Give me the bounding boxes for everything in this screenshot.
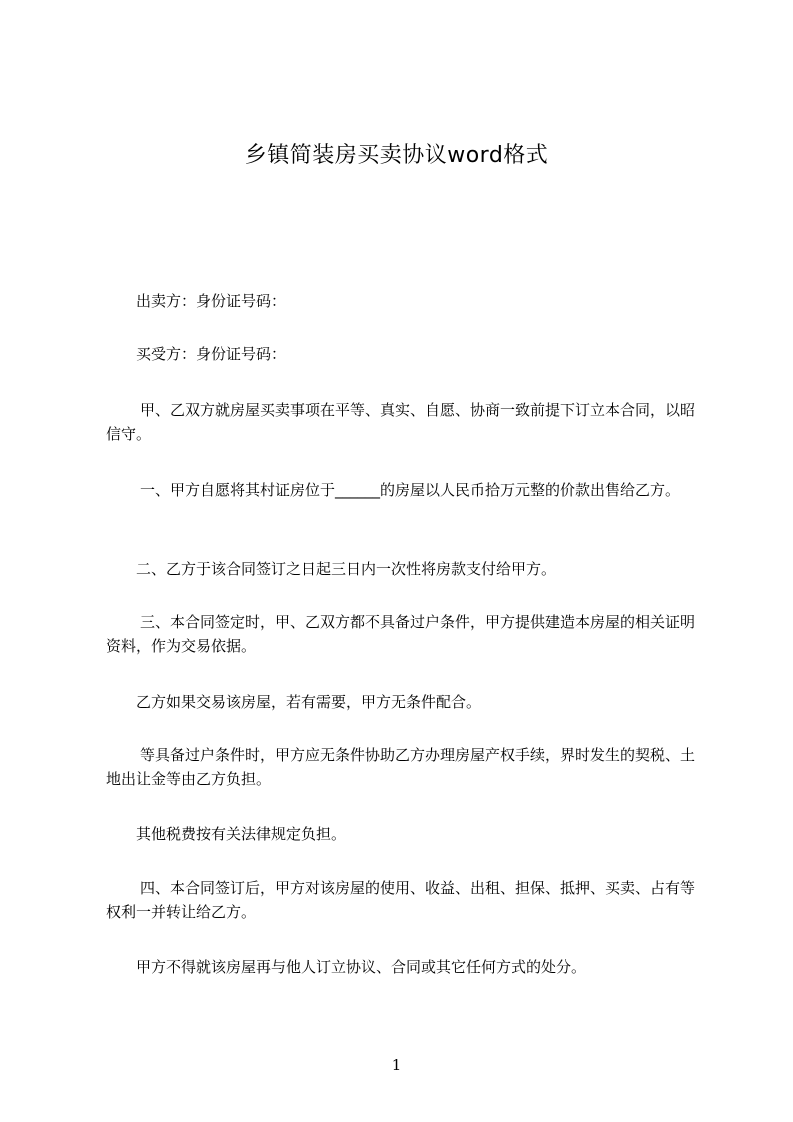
paragraph-clause-3-cooperation: 乙方如果交易该房屋，若有需要，甲方无条件配合。 (136, 693, 482, 711)
paragraph-clause-3-transfer: 等具备过户条件时，甲方应无条件协助乙方办理房屋产权手续，界时发生的契税、土地出让金等由乙方负担。 (106, 746, 696, 788)
paragraph-clause-4-restriction: 甲方不得就该房屋再与他人订立协议、合同或其它任何方式的处分。 (136, 958, 587, 976)
paragraph-clause-1: 一、甲方自愿将其村证房位于______的房屋以人民币拾万元整的价款出售给乙方。 (140, 481, 681, 499)
document-title: 乡镇简装房买卖协议word格式 (244, 143, 549, 168)
paragraph-clause-3: 三、本合同签定时，甲、乙双方都不具备过户条件，甲方提供建造本房屋的相关证明资料，作为交易依据。 (106, 613, 696, 655)
paragraph-clause-2: 二、乙方于该合同签订之日起三日内一次性将房款支付给甲方。 (136, 560, 557, 578)
paragraph-buyer: 买受方：身份证号码： (136, 345, 287, 363)
paragraph-preamble: 甲、乙双方就房屋买卖事项在平等、真实、自愿、协商一致前提下订立本合同，以昭信守。 (106, 401, 696, 443)
paragraph-other-taxes: 其他税费按有关法律规定负担。 (136, 825, 347, 843)
paragraph-seller: 出卖方：身份证号码： (136, 292, 287, 310)
paragraph-clause-4: 四、本合同签订后，甲方对该房屋的使用、收益、出租、担保、抵押、买卖、占有等权利一并转让给乙方。 (106, 879, 696, 921)
page-number: 1 (391, 1056, 402, 1074)
